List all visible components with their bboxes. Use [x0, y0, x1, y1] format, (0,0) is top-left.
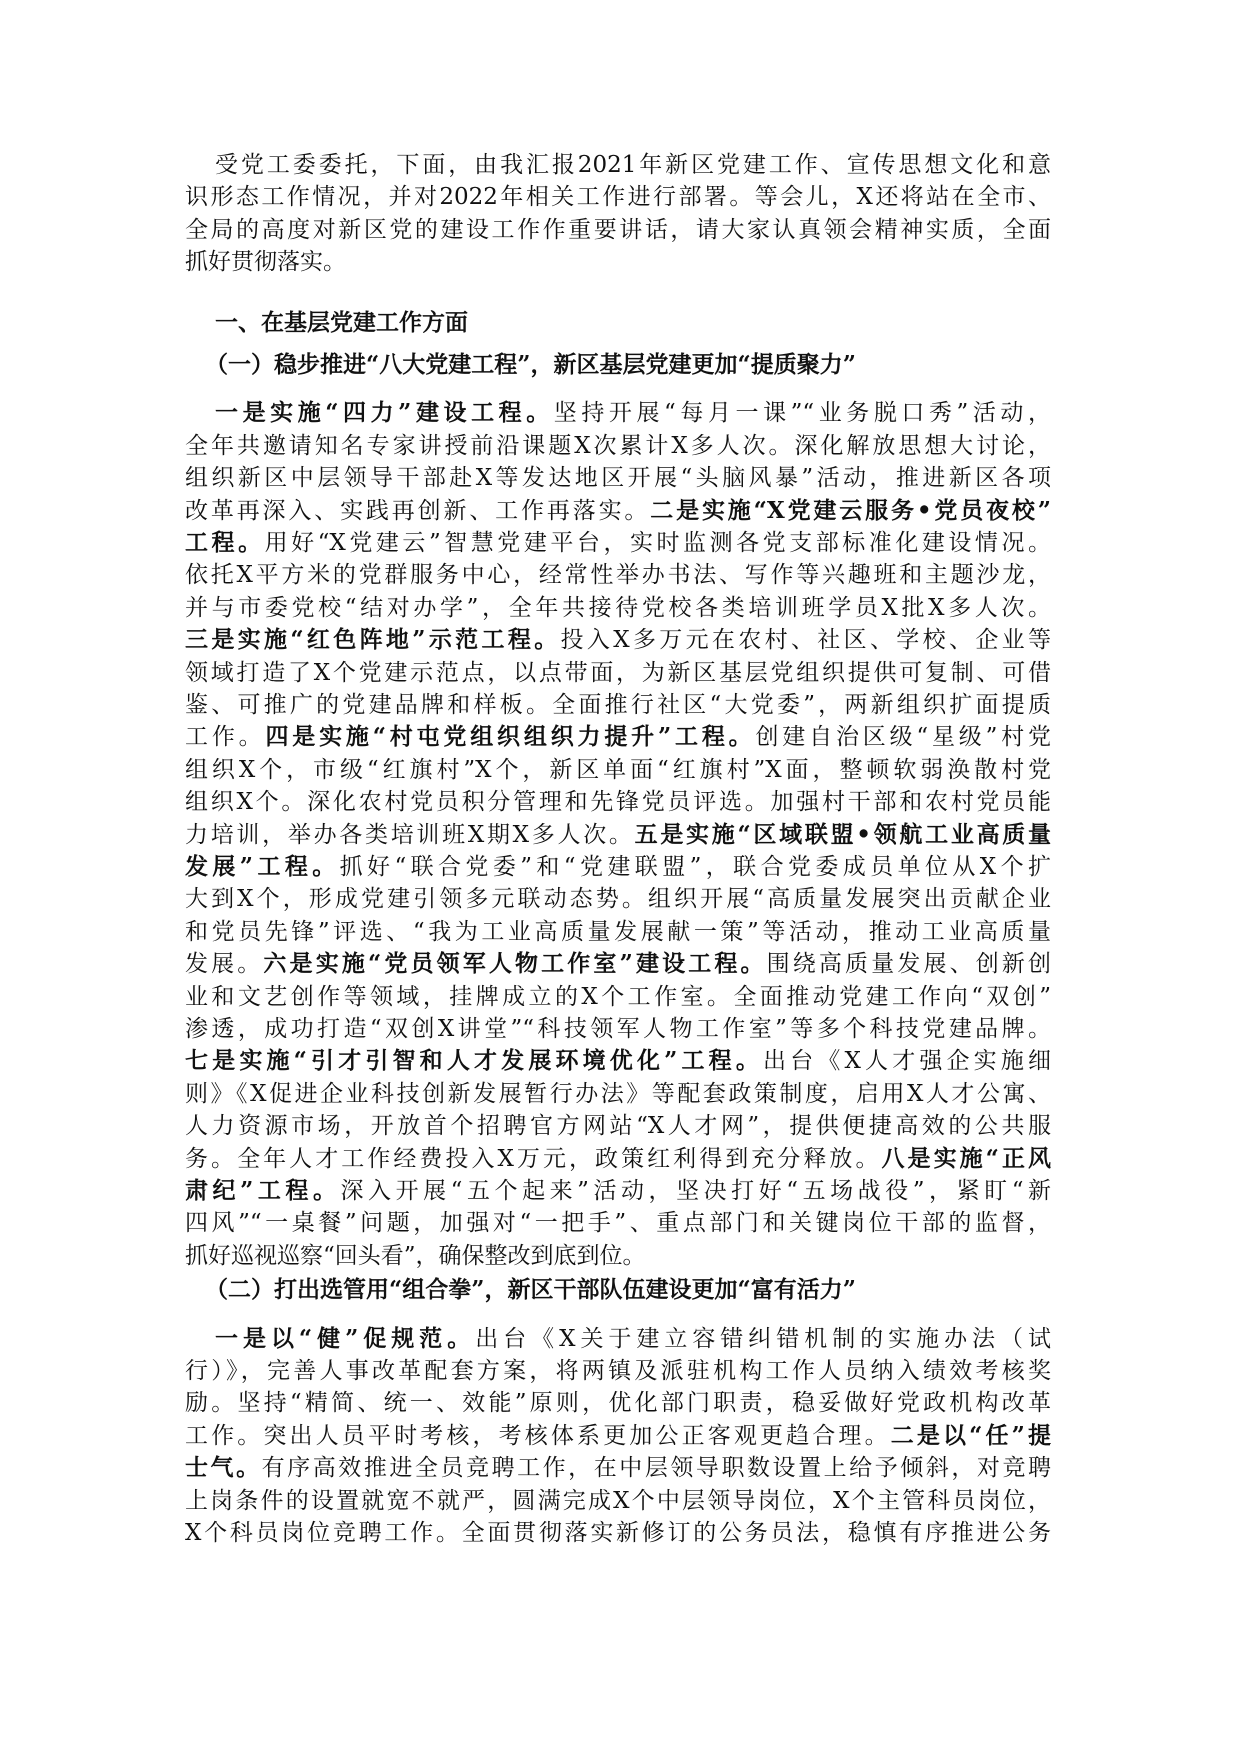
paragraph-line	[185, 1355, 1051, 1387]
body-text: 并与市委党校“结对办学”，全年共接待党校各类培训班学员X批X多人次。	[185, 594, 1051, 621]
paragraph-line	[185, 624, 1051, 656]
body-text: 用好“X党建云”智慧党建平台，实时监测各党支部标准化建设情况。	[264, 530, 1052, 556]
bold-lead-text: 一是实施“四力”建设工程。	[215, 399, 554, 427]
bold-lead-text: 八是实施“正风	[881, 1144, 1051, 1172]
body-text: 大到X个，形成党建引领多元联动态势。组织开展“高质量发展突出贡献企业	[185, 886, 1051, 913]
paragraph-line	[185, 1420, 1051, 1452]
paragraph-line	[185, 721, 1051, 753]
body-text: 抓好“联合党委”和“党建联盟”，联合党委成员单位从X个扩	[339, 854, 1051, 880]
body-text: 行）》，完善人事改革配套方案，将两镇及派驻机构工作人员纳入绩效考核奖	[185, 1358, 1051, 1384]
bold-lead-text: 士气。	[185, 1454, 262, 1482]
paragraph-line	[185, 246, 1051, 278]
body-text: 组织新区中层领导干部赴X等发达地区开展“头脑风暴”活动，推进新区各项	[185, 465, 1051, 492]
body-text: 抓好巡视巡察“回头看”，确保整改到底到位。	[185, 1242, 646, 1269]
body-text: 全局的高度对新区党的建设工作作重要讲话，请大家认真领会精神实质，全面	[185, 216, 1051, 243]
body-text: 上岗条件的设置就宽不就严，圆满完成X个中层领导岗位，X个主管科员岗位，	[185, 1487, 1051, 1514]
bold-lead-text: 发展”工程。	[185, 853, 340, 880]
body-text: 务。全年人才工作经费投入X万元，政策红利得到充分释放。	[185, 1145, 882, 1172]
bold-lead-text: 一是以“健”促规范。	[215, 1324, 476, 1352]
body-text: 工作。突出人员平时考核，考核体系更加公正客观更趋合理。	[185, 1422, 891, 1449]
paragraph-line	[185, 495, 1051, 527]
paragraph-line	[185, 851, 1051, 883]
subsection-heading: （一）稳步推进“八大党建工程”，新区基层党建更加“提质聚力”	[205, 351, 856, 378]
paragraph-line	[185, 1175, 1051, 1207]
body-text: 业和文艺创作等领域，挂牌成立的X个工作室。全面推动党建工作向“双创”	[185, 983, 1051, 1010]
paragraph-line	[185, 1387, 1051, 1419]
body-text: 出台《X人才强企实施细	[763, 1048, 1052, 1075]
body-text: 出台《X关于建立容错纠错机制的实施办法（试	[475, 1325, 1051, 1352]
body-text: 力培训，举办各类培训班X期X多人次。	[185, 821, 635, 848]
paragraph-line	[185, 1110, 1051, 1142]
section-heading: 一、在基层党建工作方面	[215, 308, 468, 336]
body-text: 受党工委委托，下面，由我汇报2021年新区党建工作、宣传思想文化和意	[215, 152, 1051, 178]
body-text: 识形态工作情况，并对2022年相关工作进行部署。等会儿，X还将站在全市、	[185, 184, 1051, 211]
bold-lead-text: 六是实施“党员领军人物工作室”建设工程。	[263, 950, 767, 978]
paragraph-line	[185, 1143, 1051, 1175]
paragraph-line	[185, 916, 1051, 948]
body-text: 则》《X促进企业科技创新发展暂行办法》等配套政策制度，启用X人才公寓、	[185, 1080, 1051, 1107]
body-text: 发展。	[185, 951, 264, 978]
bold-lead-text: 二是以“任”提	[890, 1421, 1052, 1449]
paragraph-line	[185, 1517, 1051, 1549]
paragraph-line	[185, 883, 1051, 915]
paragraph-line	[185, 948, 1051, 980]
paragraph-line	[185, 214, 1051, 246]
paragraph-line	[185, 657, 1051, 689]
paragraph-line	[185, 1045, 1051, 1077]
bold-lead-text: 四是实施“村屯党组织组织力提升”工程。	[265, 723, 756, 751]
paragraph-line	[185, 527, 1051, 559]
paragraph-line	[185, 462, 1051, 494]
body-text: 抓好贯彻落实。	[185, 249, 346, 276]
body-text: 渗透，成功打造“双创X讲堂”“科技领军人物工作室”等多个科技党建品牌。	[185, 1016, 1051, 1042]
body-text: 创建自治区级“星级”村党	[755, 724, 1052, 751]
paragraph-line	[185, 786, 1051, 818]
bold-lead-text: 二是实施“X党建云服务•党员夜校”	[650, 496, 1051, 524]
bold-lead-text: 工程。	[185, 529, 265, 556]
bold-lead-text: 五是实施“区域联盟•领航工业高质量	[634, 820, 1051, 848]
body-text: 深入开展“五个起来”活动，坚决打好“五场战役”，紧盯“新	[340, 1178, 1051, 1204]
body-text: 改革再深入、实践再创新、工作再落实。	[185, 497, 651, 524]
paragraph-line	[185, 1207, 1051, 1239]
paragraph-line	[185, 1485, 1051, 1517]
body-text: 工作。	[185, 724, 266, 751]
paragraph-line	[185, 430, 1051, 462]
body-text: 全年共邀请知名专家讲授前沿课题X次累计X多人次。深化解放思想大讨论，	[185, 432, 1051, 459]
body-text: 组织X个，市级“红旗村”X个，新区单面“红旗村”X面，整顿软弱涣散村党	[185, 756, 1051, 783]
subsection-heading: （二）打出选管用“组合拳”，新区干部队伍建设更加“富有活力”	[205, 1276, 856, 1304]
paragraph-line	[215, 1323, 1051, 1355]
paragraph-line	[215, 149, 1051, 181]
paragraph-line	[185, 819, 1051, 851]
paragraph-line	[185, 981, 1051, 1013]
paragraph-line	[185, 1078, 1051, 1110]
body-text: 依托X平方米的党群服务中心，经常性举办书法、写作等兴趣班和主题沙龙，	[185, 562, 1051, 589]
paragraph-line	[185, 754, 1051, 786]
body-text: X个科员岗位竞聘工作。全面贯彻落实新修订的公务员法，稳慎有序推进公务	[185, 1520, 1051, 1546]
paragraph-line	[215, 397, 1051, 429]
body-text: 和党员先锋”评选、“我为工业高质量发展献一策”等活动，推动工业高质量	[185, 918, 1051, 945]
body-text: 围绕高质量发展、创新创	[766, 951, 1052, 978]
body-text: 四风”“一桌餐”问题，加强对“一把手”、重点部门和关键岗位干部的监督，	[185, 1210, 1051, 1237]
body-text: 组织X个。深化农村党员积分管理和先锋党员评选。加强村干部和农村党员能	[185, 789, 1051, 816]
body-text: 鉴、可推广的党建品牌和样板。全面推行社区“大党委”，两新组织扩面提质	[185, 692, 1051, 718]
body-text: 有序高效推进全员竞聘工作，在中层领导职数设置上给予倾斜，对竞聘	[261, 1455, 1052, 1482]
body-text: 坚持开展“每月一课”“业务脱口秀”活动，	[553, 400, 1051, 427]
paragraph-line	[185, 1013, 1051, 1045]
bold-lead-text: 肃纪”工程。	[185, 1177, 341, 1204]
paragraph-line	[185, 689, 1051, 721]
paragraph-line	[185, 181, 1051, 213]
paragraph-line	[185, 559, 1051, 591]
body-text: 励。坚持“精简、统一、效能”原则，优化部门职责，稳妥做好党政机构改革	[185, 1390, 1051, 1417]
body-text: 投入X多万元在农村、社区、学校、企业等	[560, 627, 1051, 654]
bold-lead-text: 七是实施“引才引智和人才发展环境优化”工程。	[185, 1047, 764, 1075]
paragraph-line	[185, 1240, 1051, 1272]
bold-lead-text: 三是实施“红色阵地”示范工程。	[185, 626, 561, 654]
body-text: 领域打造了X个党建示范点，以点带面，为新区基层党组织提供可复制、可借	[185, 659, 1051, 686]
paragraph-line	[185, 592, 1051, 624]
body-text: 人力资源市场，开放首个招聘官方网站“X人才网”，提供便捷高效的公共服	[185, 1113, 1051, 1140]
paragraph-line	[185, 1452, 1051, 1484]
